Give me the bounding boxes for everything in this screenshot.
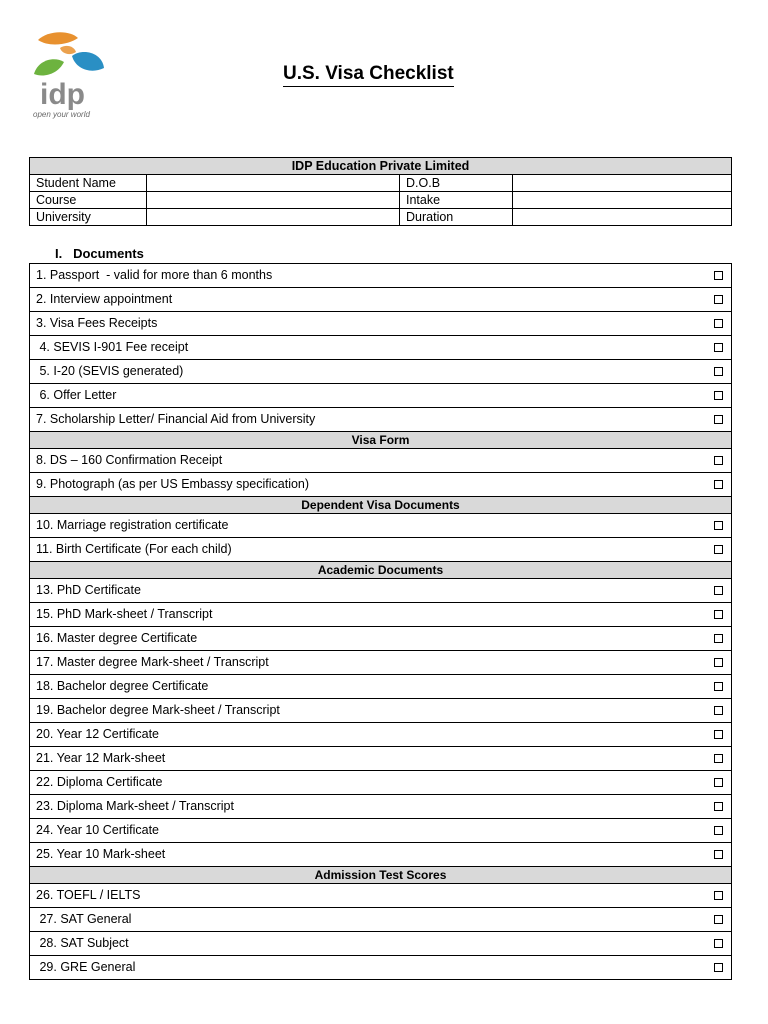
checklist-row (30, 264, 732, 288)
checkbox-cell (697, 408, 732, 432)
checkbox[interactable] (714, 545, 723, 554)
checklist-item-label: 22. Diploma Certificate (30, 771, 698, 795)
checkbox-cell (697, 384, 732, 408)
university-label: University (30, 209, 147, 226)
checklist-row (30, 288, 732, 312)
checklist-row (30, 627, 732, 651)
checkbox[interactable] (714, 682, 723, 691)
section-header: Dependent Visa Documents (30, 497, 732, 514)
checklist-row (30, 384, 732, 408)
checklist-item-label: 8. DS – 160 Confirmation Receipt (30, 449, 698, 473)
table-row (30, 192, 732, 209)
checkbox-cell (697, 538, 732, 562)
student-info-table (29, 157, 732, 226)
checkbox-cell (697, 795, 732, 819)
checkbox-cell (697, 908, 732, 932)
checklist-item-label: 23. Diploma Mark-sheet / Transcript (30, 795, 698, 819)
checklist-row (30, 579, 732, 603)
checklist-row (30, 795, 732, 819)
logo-leaf-small (60, 46, 76, 54)
checkbox[interactable] (714, 367, 723, 376)
intake-label: Intake (400, 192, 513, 209)
section-title: Documents (73, 246, 144, 261)
checklist-row (30, 956, 732, 980)
section-heading (55, 246, 144, 261)
checkbox-cell (697, 449, 732, 473)
student-name-label: Student Name (30, 175, 147, 192)
checklist-row (30, 360, 732, 384)
checkbox[interactable] (714, 826, 723, 835)
checkbox[interactable] (714, 850, 723, 859)
checkbox-cell (697, 771, 732, 795)
course-label: Course (30, 192, 147, 209)
section-header-row (30, 562, 732, 579)
checklist-item-label: 21. Year 12 Mark-sheet (30, 747, 698, 771)
checklist-row (30, 932, 732, 956)
table-row (30, 209, 732, 226)
section-header: Admission Test Scores (30, 867, 732, 884)
checkbox[interactable] (714, 891, 723, 900)
checkbox[interactable] (714, 271, 723, 280)
logo-text: idp (40, 78, 85, 111)
section-header: Academic Documents (30, 562, 732, 579)
checkbox[interactable] (714, 610, 723, 619)
checklist-item-label: 17. Master degree Mark-sheet / Transcript (30, 651, 698, 675)
checkbox[interactable] (714, 456, 723, 465)
checkbox-cell (697, 264, 732, 288)
checkbox-cell (697, 651, 732, 675)
checklist-row (30, 514, 732, 538)
checkbox[interactable] (714, 754, 723, 763)
checklist-item-label: 10. Marriage registration certificate (30, 514, 698, 538)
section-header-row (30, 497, 732, 514)
checkbox-cell (697, 603, 732, 627)
checkbox-cell (697, 699, 732, 723)
duration-label: Duration (400, 209, 513, 226)
checkbox[interactable] (714, 706, 723, 715)
checkbox[interactable] (714, 343, 723, 352)
dob-label: D.O.B (400, 175, 513, 192)
checkbox[interactable] (714, 391, 723, 400)
table-row (30, 175, 732, 192)
checklist-row (30, 336, 732, 360)
checkbox-cell (697, 288, 732, 312)
checklist-item-label: 19. Bachelor degree Mark-sheet / Transcript (30, 699, 698, 723)
dob-field[interactable] (513, 175, 732, 192)
page-title: U.S. Visa Checklist (283, 62, 454, 87)
checklist-row (30, 603, 732, 627)
checkbox[interactable] (714, 295, 723, 304)
checklist-row (30, 884, 732, 908)
checkbox[interactable] (714, 521, 723, 530)
checkbox[interactable] (714, 319, 723, 328)
checklist-item-label: 24. Year 10 Certificate (30, 819, 698, 843)
checklist-item-label: 1. Passport - valid for more than 6 months (30, 264, 698, 288)
checklist-row (30, 819, 732, 843)
checklist-row (30, 771, 732, 795)
checkbox-cell (697, 579, 732, 603)
checkbox-cell (697, 884, 732, 908)
checklist-item-label: 15. PhD Mark-sheet / Transcript (30, 603, 698, 627)
university-field[interactable] (147, 209, 400, 226)
checklist-item-label: 27. SAT General (30, 908, 698, 932)
checklist-row (30, 408, 732, 432)
checklist-row (30, 312, 732, 336)
checklist-row (30, 538, 732, 562)
checklist-table (29, 263, 732, 980)
checklist-row (30, 473, 732, 497)
checklist-item-label: 26. TOEFL / IELTS (30, 884, 698, 908)
checkbox-cell (697, 360, 732, 384)
logo-leaf-orange (38, 32, 78, 44)
checklist-row (30, 449, 732, 473)
checkbox-cell (697, 819, 732, 843)
checklist-row (30, 675, 732, 699)
checkbox-cell (697, 473, 732, 497)
checklist-item-label: 18. Bachelor degree Certificate (30, 675, 698, 699)
checkbox-cell (697, 956, 732, 980)
checkbox-cell (697, 514, 732, 538)
checklist-row (30, 908, 732, 932)
info-table-header: IDP Education Private Limited (30, 158, 732, 175)
checkbox[interactable] (714, 915, 723, 924)
checkbox[interactable] (714, 730, 723, 739)
checklist-row (30, 651, 732, 675)
checkbox-cell (697, 627, 732, 651)
checklist-item-label: 5. I-20 (SEVIS generated) (30, 360, 698, 384)
checklist-item-label: 13. PhD Certificate (30, 579, 698, 603)
logo-leaf-blue (72, 52, 104, 71)
checkbox-cell (697, 336, 732, 360)
checkbox[interactable] (714, 939, 723, 948)
checklist-row (30, 723, 732, 747)
checklist-item-label: 29. GRE General (30, 956, 698, 980)
checkbox[interactable] (714, 634, 723, 643)
checkbox[interactable] (714, 658, 723, 667)
duration-field[interactable] (513, 209, 732, 226)
checklist-item-label: 9. Photograph (as per US Embassy specification) (30, 473, 698, 497)
checklist-row (30, 699, 732, 723)
checklist-item-label: 2. Interview appointment (30, 288, 698, 312)
course-field[interactable] (147, 192, 400, 209)
checklist-item-label: 7. Scholarship Letter/ Financial Aid from University (30, 408, 698, 432)
checkbox[interactable] (714, 415, 723, 424)
checkbox-cell (697, 723, 732, 747)
checklist-item-label: 28. SAT Subject (30, 932, 698, 956)
checklist-item-label: 4. SEVIS I-901 Fee receipt (30, 336, 698, 360)
checkbox[interactable] (714, 778, 723, 787)
checklist-row (30, 747, 732, 771)
student-name-field[interactable] (147, 175, 400, 192)
checkbox-cell (697, 675, 732, 699)
section-header-row (30, 867, 732, 884)
checkbox[interactable] (714, 586, 723, 595)
checkbox[interactable] (714, 802, 723, 811)
checklist-row (30, 843, 732, 867)
section-header: Visa Form (30, 432, 732, 449)
checkbox-cell (697, 932, 732, 956)
checklist-item-label: 16. Master degree Certificate (30, 627, 698, 651)
checkbox-cell (697, 843, 732, 867)
section-number: I. (55, 246, 63, 261)
logo-leaf-green (34, 59, 64, 75)
checklist-item-label: 11. Birth Certificate (For each child) (30, 538, 698, 562)
intake-field[interactable] (513, 192, 732, 209)
checklist-item-label: 25. Year 10 Mark-sheet (30, 843, 698, 867)
section-header-row (30, 432, 732, 449)
checklist-item-label: 6. Offer Letter (30, 384, 698, 408)
checkbox[interactable] (714, 963, 723, 972)
checkbox-cell (697, 312, 732, 336)
logo-tagline: open your world (33, 110, 90, 119)
checklist-item-label: 20. Year 12 Certificate (30, 723, 698, 747)
checklist-item-label: 3. Visa Fees Receipts (30, 312, 698, 336)
checkbox-cell (697, 747, 732, 771)
checkbox[interactable] (714, 480, 723, 489)
